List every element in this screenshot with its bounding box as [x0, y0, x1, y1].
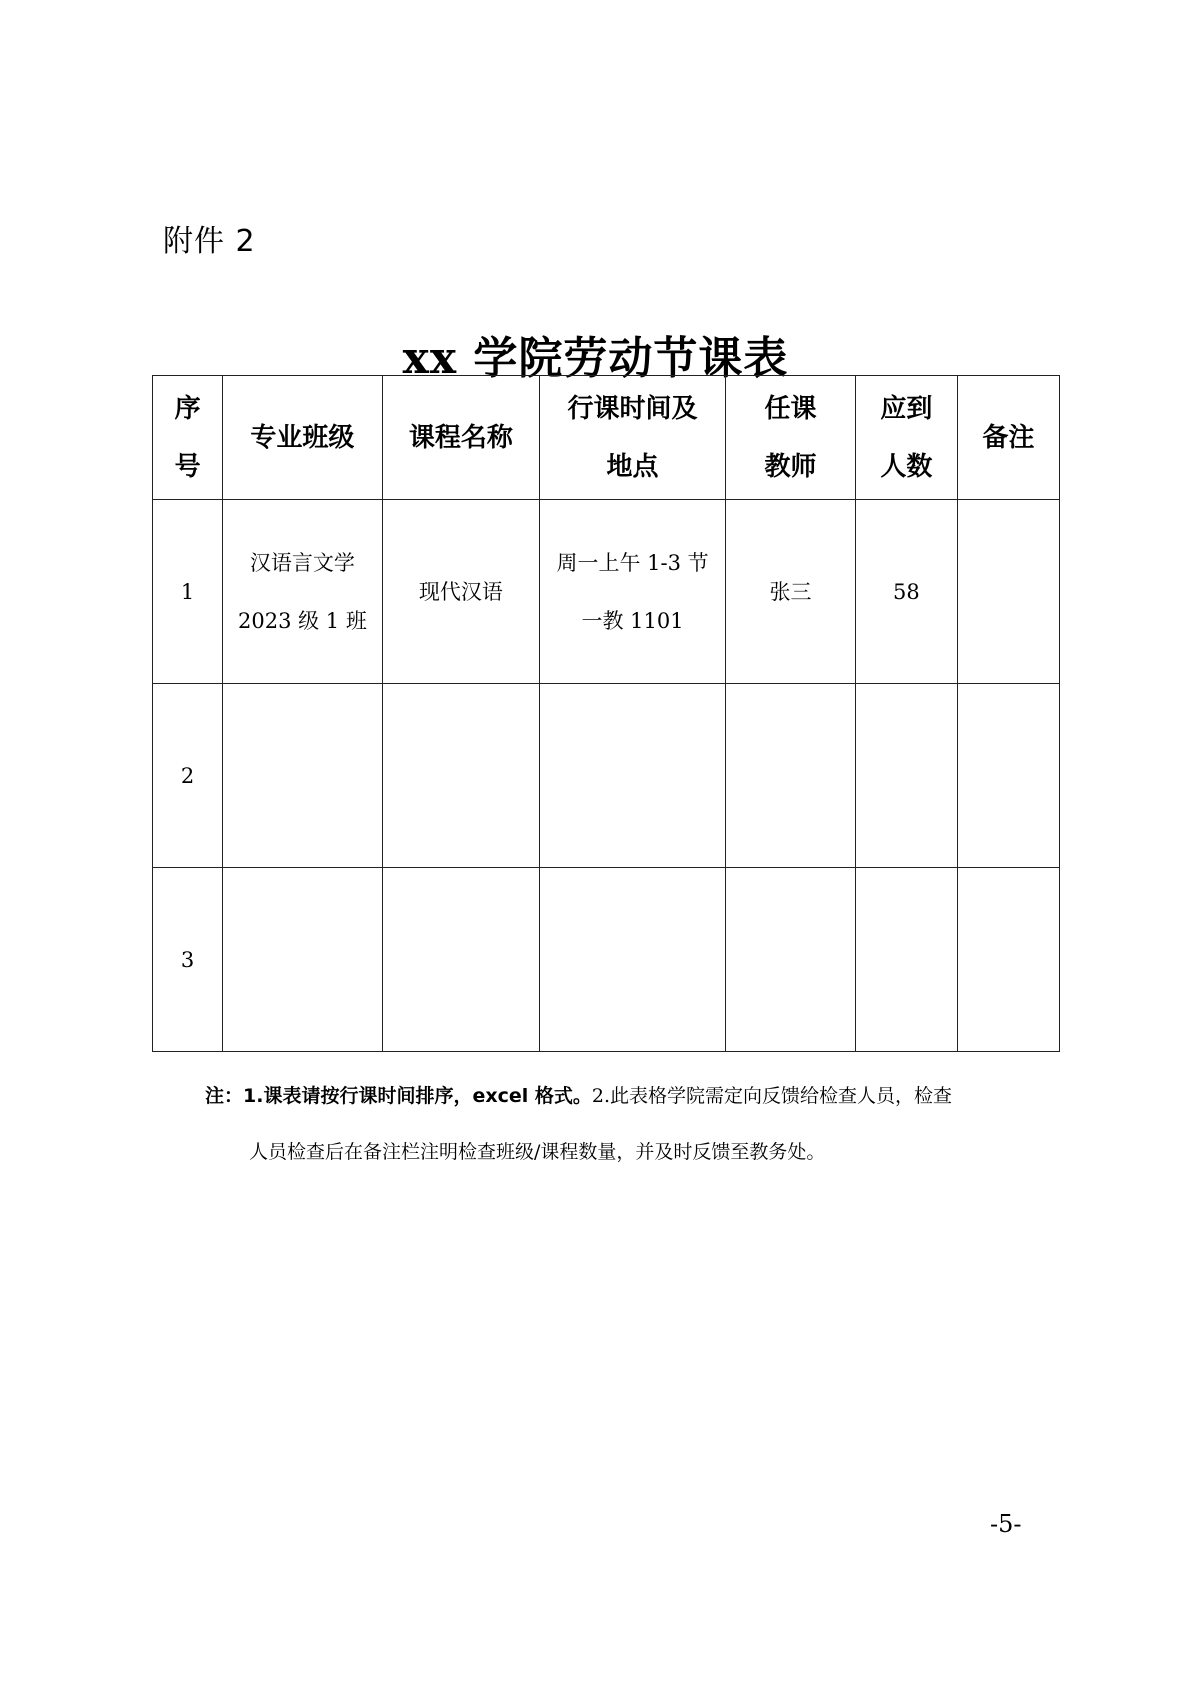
cell-time-location: 周一上午 1-3 节 一教 1101: [540, 500, 726, 684]
table-note: [205, 1068, 1075, 1180]
cell-remarks: [957, 500, 1059, 684]
cell-remarks: [957, 684, 1059, 868]
schedule-table: [152, 375, 1060, 1052]
cell-course-name: [382, 684, 539, 868]
cell-course-name: 现代汉语: [382, 500, 539, 684]
table-header-row: [153, 376, 1060, 500]
cell-index: 2: [153, 684, 223, 868]
table-row: [153, 868, 1060, 1052]
cell-expected-count: [855, 684, 957, 868]
cell-time-location: [540, 868, 726, 1052]
cell-major-class: [223, 868, 382, 1052]
table-row: [153, 684, 1060, 868]
cell-expected-count: [855, 868, 957, 1052]
note-bold-text: 1.课表请按行课时间排序，excel 格式。: [243, 1085, 592, 1107]
cell-major-class: 汉语言文学 2023 级 1 班: [223, 500, 382, 684]
header-index: 序 号: [153, 376, 223, 500]
cell-index: 1: [153, 500, 223, 684]
page-title: xx 学院劳动节课表: [402, 333, 789, 384]
cell-teacher: [726, 684, 856, 868]
page-number: -5-: [990, 1510, 1022, 1538]
header-expected-count: 应到 人数: [855, 376, 957, 500]
header-course-name: 课程名称: [382, 376, 539, 500]
cell-teacher: 张三: [726, 500, 856, 684]
header-time-location: 行课时间及 地点: [540, 376, 726, 500]
note-prefix: 注：: [205, 1085, 244, 1107]
attachment-label: 附件 2: [163, 224, 256, 259]
header-remarks: 备注: [957, 376, 1059, 500]
cell-major-class: [223, 684, 382, 868]
cell-course-name: [382, 868, 539, 1052]
cell-index: 3: [153, 868, 223, 1052]
cell-remarks: [957, 868, 1059, 1052]
header-teacher: 任课 教师: [726, 376, 856, 500]
note-text-line1: 2.此表格学院需定向反馈给检查人员，检查: [591, 1085, 953, 1107]
cell-expected-count: 58: [855, 500, 957, 684]
table-row: [153, 500, 1060, 684]
note-text-line2: 人员检查后在备注栏注明检查班级/课程数量，并及时反馈至教务处。: [249, 1141, 826, 1163]
cell-time-location: [540, 684, 726, 868]
header-major-class: 专业班级: [223, 376, 382, 500]
cell-teacher: [726, 868, 856, 1052]
